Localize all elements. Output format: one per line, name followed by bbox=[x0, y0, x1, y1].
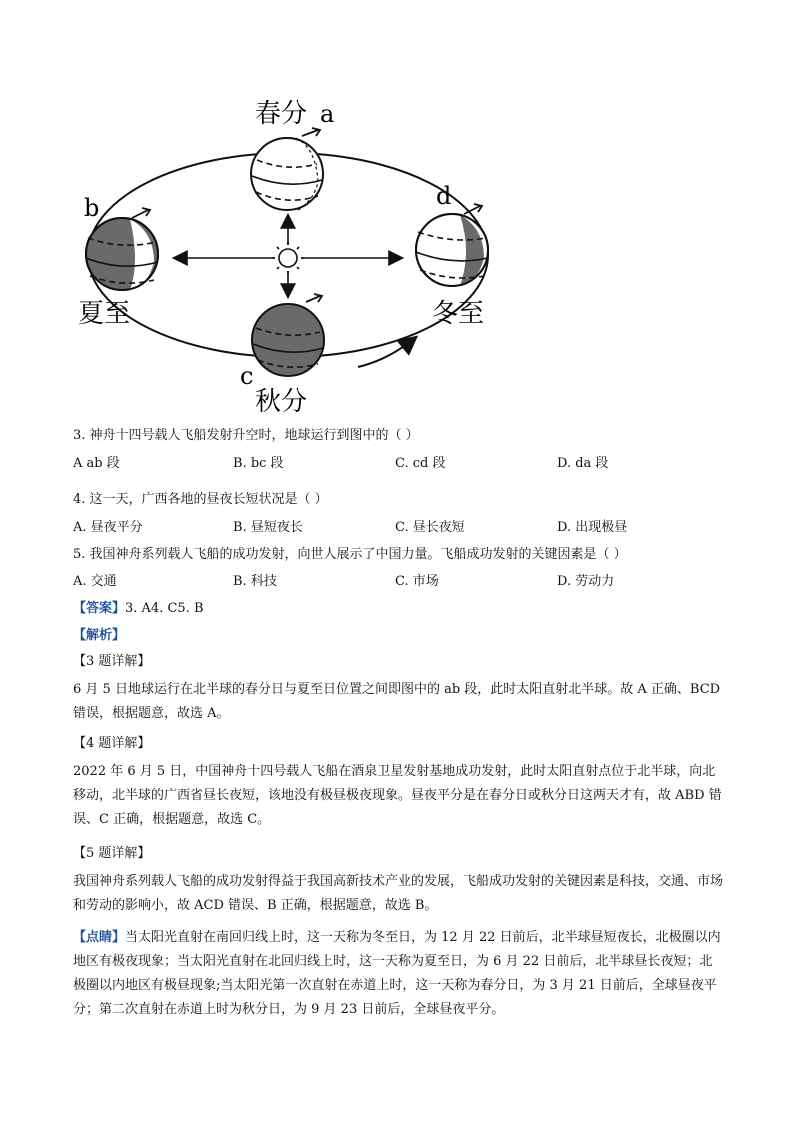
question-3-stem: 3. 神舟十四号载人飞船发射升空时，地球运行到图中的（ ） bbox=[73, 428, 419, 443]
earth-d-globe bbox=[416, 204, 488, 286]
question-3-option-a: A ab 段 bbox=[73, 456, 120, 471]
question-5-option-c: C. 市场 bbox=[395, 574, 439, 589]
analysis-line bbox=[73, 626, 125, 646]
question-5-stem: 5. 我国神舟系列载人飞船的成功发射，向世人展示了中国力量。飞船成功发射的关键因素是（ ） bbox=[73, 547, 627, 562]
question-3-option-b: B. bc 段 bbox=[233, 456, 284, 471]
sun-icon bbox=[272, 242, 304, 274]
question-5-option-a: A. 交通 bbox=[73, 574, 117, 589]
question-3-option-d: D. da 段 bbox=[557, 456, 609, 471]
question-4-option-b: B. 昼短夜长 bbox=[233, 520, 303, 535]
answer-text: 3. A4. C5. B bbox=[125, 601, 204, 616]
label-a-letter: a bbox=[320, 100, 335, 128]
label-b-term: 夏至 bbox=[78, 299, 131, 329]
label-c-term: 秋分 bbox=[255, 387, 308, 417]
tip-block bbox=[73, 926, 723, 1022]
label-c-letter: c bbox=[240, 362, 254, 390]
question-3-option-c: C. cd 段 bbox=[395, 456, 446, 471]
detail-3-heading: 【3 题详解】 bbox=[73, 654, 151, 669]
label-b-letter: b bbox=[84, 194, 100, 222]
label-a-term: 春分 bbox=[255, 99, 308, 129]
analysis-tag: 【解析】 bbox=[73, 628, 126, 643]
label-d-letter: d bbox=[436, 182, 452, 210]
detail-4-heading: 【4 题详解】 bbox=[73, 736, 151, 751]
question-4-option-d: D. 出现极昼 bbox=[557, 520, 628, 535]
detail-4-text: 2022 年 6 月 5 日，中国神舟十四号载人飞船在酒泉卫星发射基地成功发射，此时太阳直射点位于北半球，向北移动，北半球的广西省昼长夜短，该地没有极昼极夜现象。昼夜平分是在春分日或秋分日这两天才有，故 ABD 错误、C 正确，根据题意，故选 C。 bbox=[73, 764, 722, 827]
tip-tag: 【点睛】 bbox=[73, 930, 126, 945]
question-4-stem: 4. 这一天，广西各地的昼夜长短状况是（ ） bbox=[73, 492, 328, 507]
answer-line bbox=[73, 599, 204, 619]
earth-orbit-diagram bbox=[70, 92, 530, 422]
question-4-option-c: C. 昼长夜短 bbox=[395, 520, 465, 535]
tip-text: 当太阳光直射在南回归线上时，这一天称为冬至日，为 12 月 22 日前后，北半球昼短夜长，北极圈以内地区有极夜现象；当太阳光直射在北回归线上时，这一天称为夏至日，为 6 月 22 日前后，北半球昼长夜短；北极圈以内地区有极昼现象;当太阳光第一次直射在赤道上时，这一天称为春分日，为 3 月 21 日前后，全球昼夜平分；第二次直射在赤道上时为秋分日，为 9 月 23 日前后，全球昼夜平分。 bbox=[73, 930, 721, 1017]
earth-c-globe bbox=[252, 294, 324, 376]
detail-5-heading: 【5 题详解】 bbox=[73, 846, 151, 861]
label-d-term: 冬至 bbox=[432, 299, 485, 329]
orbit-direction-arrow bbox=[358, 338, 415, 367]
detail-5-text: 我国神舟系列载人飞船的成功发射得益于我国高新技术产业的发展，飞船成功发射的关键因素是科技，交通、市场和劳动的影响小，故 ACD 错误、B 正确，根据题意，故选 B。 bbox=[73, 874, 724, 913]
question-5-option-b: B. 科技 bbox=[233, 574, 277, 589]
question-4-option-a: A. 昼夜平分 bbox=[73, 520, 143, 535]
answer-tag: 【答案】 bbox=[73, 601, 126, 616]
detail-3-text: 6 月 5 日地球运行在北半球的春分日与夏至日位置之间即图中的 ab 段，此时太阳直射北半球。故 A 正确、BCD 错误，根据题意，故选 A。 bbox=[73, 682, 721, 721]
earth-a-globe bbox=[251, 128, 323, 210]
question-5-option-d: D. 劳动力 bbox=[557, 574, 615, 589]
